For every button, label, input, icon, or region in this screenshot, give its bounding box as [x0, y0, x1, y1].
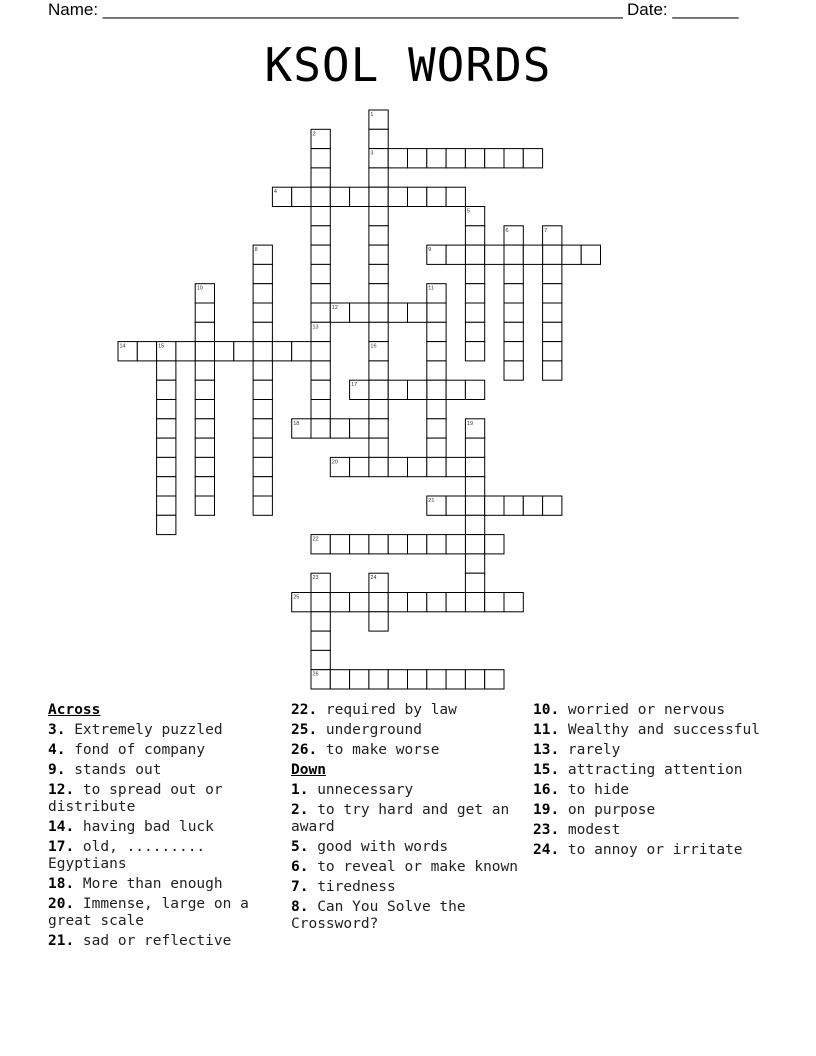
clue-text: to make worse — [317, 742, 440, 758]
grid-cell[interactable] — [465, 342, 484, 361]
clue-text: to hide — [559, 782, 630, 798]
grid-cell[interactable] — [543, 342, 562, 361]
grid-cell[interactable] — [388, 187, 407, 206]
grid-cell[interactable] — [446, 187, 465, 206]
grid-cell[interactable] — [253, 322, 272, 341]
grid-cell[interactable] — [195, 303, 214, 322]
clue-text: good with words — [308, 839, 449, 855]
clue-number: 25. — [291, 722, 318, 738]
clue-text: modest — [559, 822, 621, 838]
grid-cell[interactable] — [523, 149, 542, 168]
clue-item — [48, 839, 284, 873]
grid-cell[interactable] — [311, 245, 330, 264]
grid-cell[interactable] — [195, 419, 214, 438]
clue-item — [291, 702, 527, 719]
grid-cell[interactable] — [465, 226, 484, 245]
cell-number: 24 — [370, 575, 377, 582]
clue-item — [48, 876, 284, 893]
grid-cell[interactable] — [388, 593, 407, 612]
grid-cell[interactable] — [311, 342, 330, 361]
grid-cell[interactable] — [427, 187, 446, 206]
clue-item — [533, 762, 769, 779]
clue-number: 15. — [533, 762, 560, 778]
cell-number: 26 — [312, 671, 319, 678]
grid-cell[interactable] — [157, 361, 176, 380]
grid-cell[interactable] — [195, 477, 214, 496]
grid-cell[interactable] — [427, 303, 446, 322]
grid-cell[interactable] — [504, 264, 523, 283]
cell-number: 23 — [312, 575, 319, 582]
cell-number: 12 — [331, 305, 338, 311]
grid-cell[interactable] — [350, 593, 369, 612]
grid-cell[interactable] — [427, 535, 446, 554]
grid-cell[interactable] — [543, 496, 562, 515]
grid-cell[interactable] — [369, 284, 388, 303]
clue-number: 6. — [291, 859, 309, 875]
grid-cell[interactable] — [369, 612, 388, 631]
grid-cell[interactable] — [465, 264, 484, 283]
grid-cell[interactable] — [253, 303, 272, 322]
cell-number: 2 — [312, 131, 316, 138]
grid-cell[interactable] — [427, 149, 446, 168]
cell-number: 13 — [312, 324, 319, 331]
grid-cell[interactable] — [369, 361, 388, 380]
grid-cell[interactable] — [427, 438, 446, 457]
grid-cell[interactable] — [408, 303, 427, 322]
grid-cell[interactable] — [195, 380, 214, 399]
grid-cell[interactable] — [330, 535, 349, 554]
clue-text: on purpose — [559, 802, 656, 818]
clue-number: 3. — [48, 722, 66, 738]
clue-text: Wealthy and successful — [559, 722, 760, 738]
clue-heading: Across — [48, 702, 101, 718]
grid-cell[interactable] — [311, 207, 330, 226]
grid-cell[interactable] — [157, 380, 176, 399]
grid-cell[interactable] — [446, 496, 465, 515]
grid-cell[interactable] — [369, 438, 388, 457]
grid-cell[interactable] — [388, 457, 407, 476]
cell-number: 1 — [370, 112, 374, 118]
clue-item — [291, 879, 527, 896]
clue-text: to annoy or irritate — [559, 842, 743, 858]
clue-text: attracting attention — [559, 762, 743, 778]
clue-text: having bad luck — [74, 819, 214, 835]
clue-number: 16. — [533, 782, 560, 798]
grid-cell[interactable] — [446, 593, 465, 612]
grid-cell[interactable] — [485, 496, 504, 515]
clue-text: to spread out or distribute — [48, 782, 223, 815]
grid-cell[interactable] — [330, 419, 349, 438]
clue-item — [533, 782, 769, 799]
clues-column-3 — [533, 702, 769, 862]
grid-cell[interactable] — [253, 284, 272, 303]
grid-cell[interactable] — [234, 342, 253, 361]
grid-cell[interactable] — [369, 207, 388, 226]
grid-cell[interactable] — [195, 322, 214, 341]
clue-text: sad or reflective — [74, 933, 232, 949]
grid-cell[interactable] — [253, 419, 272, 438]
clue-item — [291, 802, 527, 836]
grid-cell[interactable] — [311, 400, 330, 419]
grid-cell[interactable] — [465, 593, 484, 612]
grid-cell[interactable] — [369, 264, 388, 283]
clue-number: 14. — [48, 819, 75, 835]
grid-cell[interactable] — [485, 149, 504, 168]
clue-text: Can You Solve the Crossword? — [291, 899, 466, 932]
clue-text: unnecessary — [308, 782, 414, 798]
grid-cell[interactable] — [369, 400, 388, 419]
grid-cell[interactable] — [465, 284, 484, 303]
clue-number: 21. — [48, 933, 75, 949]
grid-cell[interactable] — [311, 187, 330, 206]
clue-text: More than enough — [74, 876, 223, 892]
grid-cell[interactable] — [465, 303, 484, 322]
grid-cell[interactable] — [504, 322, 523, 341]
grid-cell[interactable] — [157, 400, 176, 419]
grid-cell[interactable] — [311, 149, 330, 168]
clue-number: 26. — [291, 742, 318, 758]
grid-cell[interactable] — [504, 245, 523, 264]
clue-number: 5. — [291, 839, 309, 855]
clue-number: 7. — [291, 879, 309, 895]
clue-item — [291, 722, 527, 739]
clue-item — [48, 896, 284, 930]
grid-cell[interactable] — [330, 187, 349, 206]
grid-cell[interactable] — [350, 670, 369, 689]
clue-item — [48, 762, 284, 779]
grid-cell[interactable] — [504, 342, 523, 361]
grid-cell[interactable] — [465, 438, 484, 457]
grid-cell[interactable] — [292, 342, 311, 361]
grid-cell[interactable] — [195, 438, 214, 457]
cell-number: 20 — [331, 459, 338, 466]
grid-cell[interactable] — [369, 245, 388, 264]
grid-cell[interactable] — [330, 593, 349, 612]
grid-cell[interactable] — [388, 149, 407, 168]
grid-cell[interactable] — [272, 342, 291, 361]
cell-number: 10 — [196, 285, 203, 292]
grid-cell[interactable] — [350, 187, 369, 206]
grid-cell[interactable] — [369, 303, 388, 322]
grid-cell[interactable] — [311, 303, 330, 322]
puzzle-title: KSOL WORDS — [264, 38, 552, 92]
clue-text: Immense, large on a great scale — [48, 896, 249, 929]
grid-cell[interactable] — [427, 322, 446, 341]
clue-text: underground — [317, 722, 422, 738]
grid-cell[interactable] — [253, 496, 272, 515]
grid-cell[interactable] — [465, 515, 484, 534]
cell-number: 3 — [370, 150, 374, 157]
clue-text: fond of company — [65, 742, 206, 758]
grid-cell[interactable] — [157, 457, 176, 476]
clue-text: tiredness — [308, 879, 396, 895]
cell-number: 22 — [312, 536, 319, 543]
clue-number: 24. — [533, 842, 560, 858]
grid-cell[interactable] — [176, 342, 195, 361]
cell-number: 16 — [370, 343, 377, 350]
grid-cell[interactable] — [369, 322, 388, 341]
grid-cell[interactable] — [253, 477, 272, 496]
grid-cell[interactable] — [485, 593, 504, 612]
grid-cell[interactable] — [446, 457, 465, 476]
cell-number: 19 — [466, 420, 474, 427]
grid-cell[interactable] — [446, 149, 465, 168]
grid-cell[interactable] — [504, 303, 523, 322]
grid-cell[interactable] — [369, 226, 388, 245]
grid-cell[interactable] — [311, 631, 330, 650]
grid-cell[interactable] — [523, 496, 542, 515]
clue-item — [48, 722, 284, 739]
grid-cell[interactable] — [543, 245, 562, 264]
grid-cell[interactable] — [408, 593, 427, 612]
grid-cell[interactable] — [465, 245, 484, 264]
grid-cell[interactable] — [157, 515, 176, 534]
clue-number: 10. — [533, 702, 560, 718]
grid-cell[interactable] — [408, 535, 427, 554]
grid-cell[interactable] — [427, 419, 446, 438]
clue-item — [291, 782, 527, 799]
grid-cell[interactable] — [311, 168, 330, 187]
grid-cell[interactable] — [504, 496, 523, 515]
grid-cell[interactable] — [253, 400, 272, 419]
grid-cell[interactable] — [465, 380, 484, 399]
grid-cell[interactable] — [581, 245, 600, 264]
grid-cell[interactable] — [330, 670, 349, 689]
grid-cell[interactable] — [350, 457, 369, 476]
grid-cell[interactable] — [427, 400, 446, 419]
clue-number: 20. — [48, 896, 75, 912]
grid-cell[interactable] — [137, 342, 156, 361]
grid-cell[interactable] — [369, 457, 388, 476]
grid-cell[interactable] — [311, 612, 330, 631]
clue-number: 22. — [291, 702, 318, 718]
grid-cell[interactable] — [504, 593, 523, 612]
grid-cell[interactable] — [369, 168, 388, 187]
grid-cell[interactable] — [311, 650, 330, 669]
cell-number: 17 — [351, 382, 358, 389]
clue-text: to reveal or make known — [308, 859, 518, 875]
grid-cell[interactable] — [369, 187, 388, 206]
clue-number: 23. — [533, 822, 560, 838]
cell-number: 11 — [428, 285, 435, 292]
cell-number: 9 — [428, 247, 432, 254]
clue-item — [533, 702, 769, 719]
clue-number: 11. — [533, 722, 560, 738]
grid-cell[interactable] — [543, 303, 562, 322]
grid-cell[interactable] — [543, 264, 562, 283]
clue-number: 9. — [48, 762, 66, 778]
grid-cell[interactable] — [292, 187, 311, 206]
clue-item — [533, 802, 769, 819]
grid-cell[interactable] — [350, 419, 369, 438]
cell-number: 18 — [293, 420, 300, 427]
clue-item — [48, 933, 284, 950]
cell-number: 25 — [293, 594, 300, 601]
grid-cell[interactable] — [195, 457, 214, 476]
cell-number: 15 — [158, 343, 165, 350]
grid-cell[interactable] — [311, 419, 330, 438]
grid-cell[interactable] — [369, 535, 388, 554]
clue-item — [533, 822, 769, 839]
clue-item — [291, 742, 527, 759]
clue-number: 17. — [48, 839, 75, 855]
clue-item — [291, 859, 527, 876]
grid-cell[interactable] — [311, 380, 330, 399]
clue-number: 1. — [291, 782, 309, 798]
grid-cell[interactable] — [311, 361, 330, 380]
clue-heading: Down — [291, 762, 326, 778]
grid-cell[interactable] — [388, 303, 407, 322]
grid-cell[interactable] — [350, 535, 369, 554]
clue-number: 18. — [48, 876, 75, 892]
grid-cell[interactable] — [465, 554, 484, 573]
grid-cell[interactable] — [523, 245, 542, 264]
grid-cell[interactable] — [253, 438, 272, 457]
grid-cell[interactable] — [388, 670, 407, 689]
clue-item — [48, 819, 284, 836]
grid-cell[interactable] — [465, 477, 484, 496]
grid-cell[interactable] — [253, 264, 272, 283]
grid-cell[interactable] — [350, 303, 369, 322]
clue-text: stands out — [65, 762, 162, 778]
clues-column-1 — [48, 702, 284, 953]
grid-cell[interactable] — [562, 245, 581, 264]
clue-item — [533, 722, 769, 739]
grid-cell[interactable] — [408, 457, 427, 476]
grid-cell[interactable] — [408, 670, 427, 689]
grid-cell[interactable] — [253, 342, 272, 361]
grid-cell[interactable] — [408, 187, 427, 206]
grid-cell[interactable] — [388, 380, 407, 399]
grid-cell[interactable] — [485, 670, 504, 689]
grid-cell[interactable] — [195, 361, 214, 380]
cell-number: 21 — [428, 498, 435, 504]
clue-number: 19. — [533, 802, 560, 818]
grid-cell[interactable] — [311, 593, 330, 612]
grid-cell[interactable] — [427, 361, 446, 380]
grid-cell[interactable] — [465, 149, 484, 168]
cell-number: 5 — [466, 208, 470, 215]
grid-cell[interactable] — [504, 284, 523, 303]
clue-number: 2. — [291, 802, 309, 818]
clue-number: 12. — [48, 782, 75, 798]
grid-cell[interactable] — [427, 670, 446, 689]
grid-cell[interactable] — [369, 670, 388, 689]
grid-cell[interactable] — [485, 535, 504, 554]
clue-text: required by law — [317, 702, 457, 718]
clue-item — [533, 842, 769, 859]
grid-cell[interactable] — [446, 535, 465, 554]
grid-cell[interactable] — [369, 419, 388, 438]
grid-cell[interactable] — [253, 457, 272, 476]
grid-cell[interactable] — [369, 129, 388, 148]
grid-cell[interactable] — [504, 149, 523, 168]
cell-number: 6 — [505, 227, 509, 234]
clues-column-2 — [291, 702, 527, 936]
clue-text: old, ......... Egyptians — [48, 839, 206, 872]
grid-cell[interactable] — [215, 342, 234, 361]
grid-cell[interactable] — [195, 342, 214, 361]
clue-text: Extremely puzzled — [65, 722, 223, 738]
clue-text: rarely — [559, 742, 621, 758]
grid-cell[interactable] — [311, 284, 330, 303]
clue-item — [533, 742, 769, 759]
grid-cell[interactable] — [369, 380, 388, 399]
clue-number: 13. — [533, 742, 560, 758]
grid-cell[interactable] — [311, 264, 330, 283]
grid-cell[interactable] — [465, 457, 484, 476]
cell-number: 4 — [273, 189, 277, 196]
grid-cell[interactable] — [427, 342, 446, 361]
clue-item — [48, 742, 284, 759]
clue-text: worried or nervous — [559, 702, 726, 718]
grid-cell[interactable] — [157, 496, 176, 515]
clue-number: 4. — [48, 742, 66, 758]
grid-cell[interactable] — [543, 361, 562, 380]
grid-cell[interactable] — [157, 477, 176, 496]
grid-cell[interactable] — [427, 380, 446, 399]
grid-cell[interactable] — [504, 361, 523, 380]
grid-cell[interactable] — [465, 496, 484, 515]
grid-cell[interactable] — [465, 670, 484, 689]
grid-cell[interactable] — [388, 535, 407, 554]
grid-cell[interactable] — [195, 496, 214, 515]
grid-cell[interactable] — [195, 400, 214, 419]
name-field[interactable]: Name: _______________________________________________________ — [48, 0, 623, 19]
grid-cell[interactable] — [446, 670, 465, 689]
grid-cell[interactable] — [311, 226, 330, 245]
grid-cell[interactable] — [253, 361, 272, 380]
grid-cell[interactable] — [427, 457, 446, 476]
grid-cell[interactable] — [157, 438, 176, 457]
date-field[interactable]: Date: _______ — [627, 0, 739, 19]
cell-number: 8 — [254, 247, 258, 254]
clue-number: 8. — [291, 899, 309, 915]
grid-cell[interactable] — [446, 245, 465, 264]
clue-text: to try hard and get an award — [291, 802, 510, 835]
grid-cell[interactable] — [543, 284, 562, 303]
grid-cell[interactable] — [427, 593, 446, 612]
cell-number: 7 — [544, 227, 548, 234]
grid-cell[interactable] — [465, 573, 484, 592]
grid-cell[interactable] — [408, 149, 427, 168]
grid-cell[interactable] — [543, 322, 562, 341]
grid-cell[interactable] — [485, 245, 504, 264]
grid-cell[interactable] — [408, 380, 427, 399]
clue-item — [291, 839, 527, 856]
clue-item — [291, 899, 527, 933]
cell-number: 14 — [119, 343, 126, 350]
grid-cell[interactable] — [157, 419, 176, 438]
grid-cell[interactable] — [446, 380, 465, 399]
grid-cell[interactable] — [465, 535, 484, 554]
grid-cell[interactable] — [369, 593, 388, 612]
grid-cell[interactable] — [253, 380, 272, 399]
grid-cell[interactable] — [465, 322, 484, 341]
clue-item — [48, 782, 284, 816]
